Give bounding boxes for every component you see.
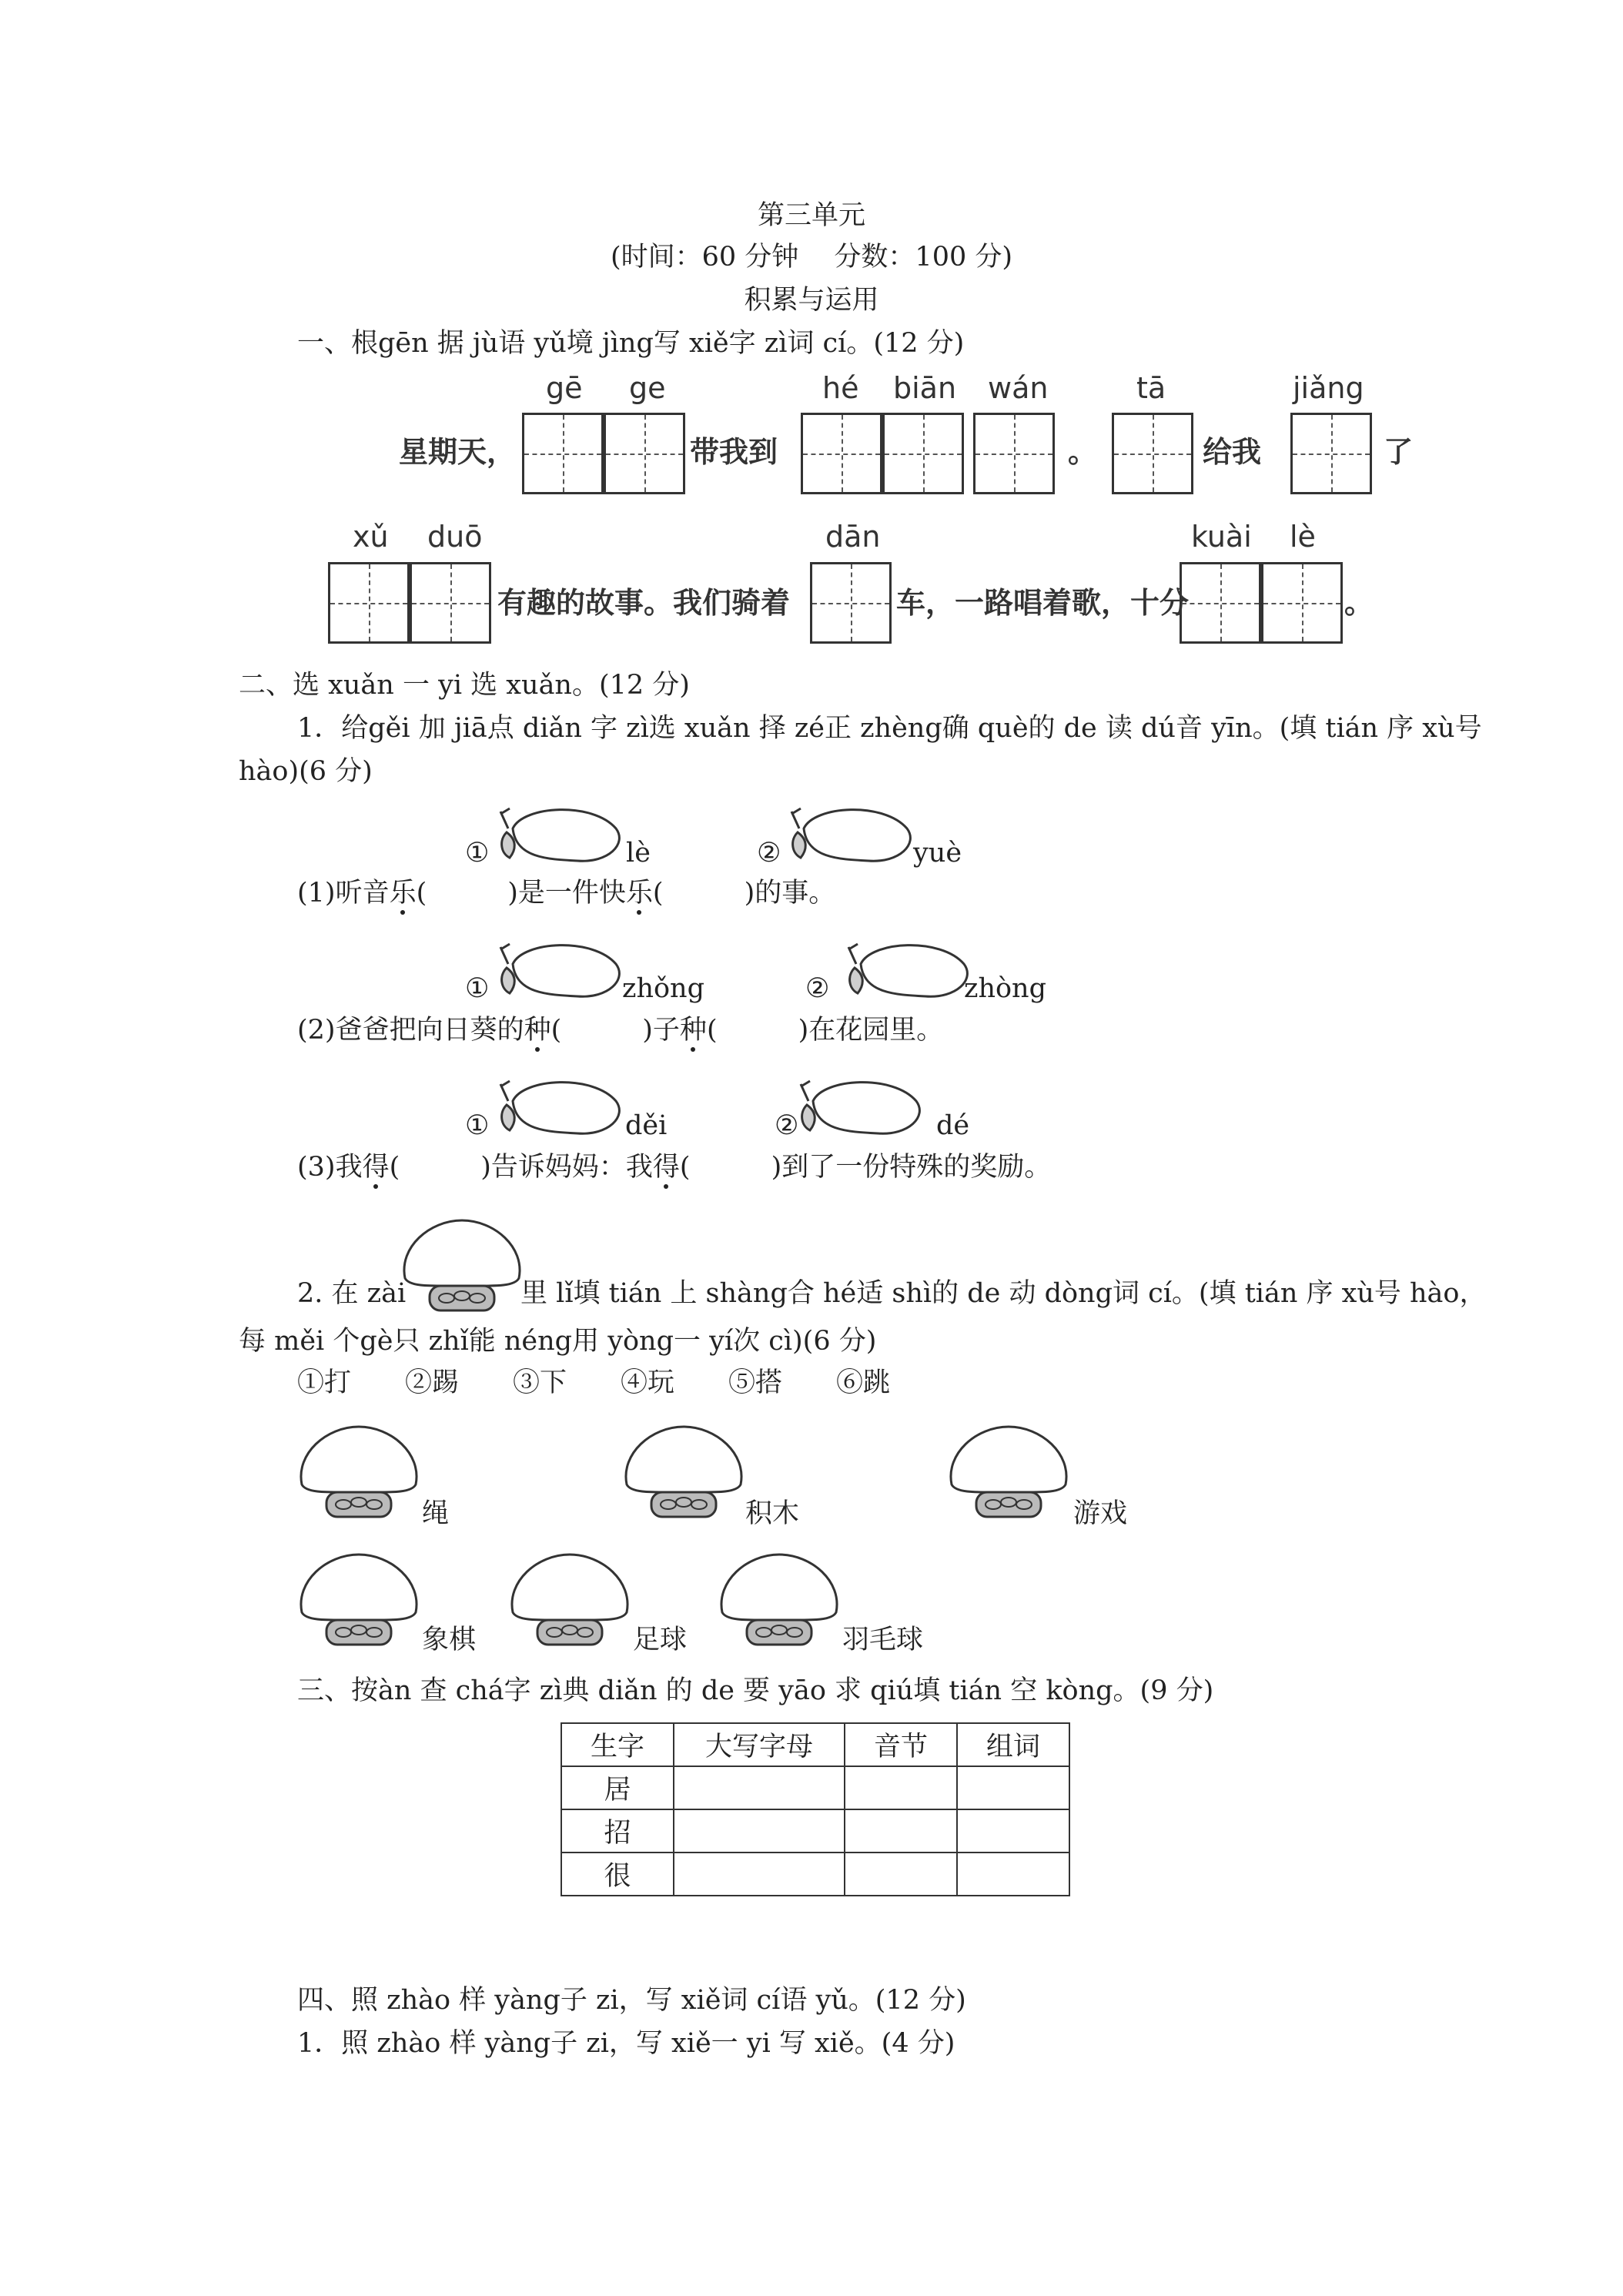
answer-cell[interactable] (845, 1853, 957, 1896)
table-row (561, 1766, 1069, 1809)
answer-cell[interactable] (957, 1809, 1069, 1853)
writing-cell[interactable] (410, 562, 491, 644)
writing-cell[interactable] (328, 562, 410, 644)
table-header: 大写字母 (674, 1723, 845, 1766)
mango-icon (841, 933, 979, 1002)
verb-options: ①打 ②踢 ③下 ④玩 ⑤搭 ⑥跳 (297, 1367, 891, 1398)
sentence: (2)爸爸把向日葵的种( )子种( )在花园里。 (297, 1015, 944, 1046)
mango-icon (784, 798, 922, 867)
option-pinyin[interactable]: zhòng (964, 973, 1046, 1004)
grid-text: 带我到 (690, 435, 778, 469)
mango-icon (493, 798, 631, 867)
sentence: (3)我得( )告诉妈妈：我得( )到了一份特殊的奖励。 (297, 1152, 1052, 1183)
mushroom-word: 象棋 (422, 1625, 477, 1655)
answer-cell[interactable] (845, 1809, 957, 1853)
writing-cell[interactable] (882, 413, 964, 494)
option-pinyin[interactable]: yuè (913, 838, 962, 869)
q4-sub1: 1．照 zhào 样 yàng子 zi，写 xiě一 yi 写 xiě。(4 分) (297, 2028, 955, 2059)
section-title: 积累与运用 (744, 285, 879, 316)
table-cell: 居 (561, 1766, 674, 1809)
grid-text: 有趣的故事。我们骑着 (497, 586, 791, 620)
q2-sub1: 1．给gěi 加 jiā点 diǎn 字 zì选 xuǎn 择 zé正 zhèng确 què的 de 读 dú音 yīn。(填 tián 序 xù号 (297, 713, 1482, 744)
option-number: ① (465, 1110, 490, 1141)
dictionary-table (561, 1722, 1070, 1896)
mushroom-word: 绳 (422, 1498, 450, 1529)
option-number: ① (465, 973, 490, 1004)
mushroom-icon[interactable] (621, 1423, 748, 1523)
table-row (561, 1809, 1069, 1853)
pinyin: biān (893, 371, 957, 405)
writing-cell[interactable] (1261, 562, 1343, 644)
q2-sub2-cont: 每 měi 个gè只 zhǐ能 néng用 yòng一 yí次 cì)(6 分) (239, 1326, 877, 1357)
grid-text: 了 (1384, 435, 1414, 469)
pinyin: jiǎng (1293, 371, 1364, 405)
writing-cell[interactable] (604, 413, 685, 494)
pinyin: xǔ (353, 520, 389, 554)
mushroom-icon (399, 1217, 526, 1317)
pinyin: kuài (1191, 520, 1252, 554)
exam-meta: (时间：60 分钟 分数：100 分) (610, 242, 1013, 273)
writing-cell[interactable] (522, 413, 604, 494)
option-number: ① (465, 838, 490, 869)
mushroom-word: 足球 (633, 1625, 688, 1655)
grid-text: 车，一路唱着歌，十分 (896, 586, 1190, 620)
option-pinyin[interactable]: děi (625, 1110, 668, 1141)
pinyin: lè (1290, 520, 1316, 554)
pinyin: ge (629, 371, 666, 405)
mushroom-icon[interactable] (296, 1423, 423, 1523)
grid-text: 星期天， (399, 435, 517, 469)
table-row (561, 1853, 1069, 1896)
answer-cell[interactable] (674, 1766, 845, 1809)
pinyin: duō (427, 520, 483, 554)
mushroom-word: 游戏 (1073, 1498, 1128, 1529)
mango-icon (493, 933, 631, 1002)
grid-text: 。 (1344, 586, 1374, 620)
writing-cell[interactable] (1112, 413, 1193, 494)
table-header: 生字 (561, 1723, 674, 1766)
option-pinyin[interactable]: dé (936, 1110, 970, 1141)
table-cell: 很 (561, 1853, 674, 1896)
mango-icon (493, 1070, 631, 1140)
mushroom-icon[interactable] (716, 1551, 843, 1651)
option-number: ② (757, 838, 781, 869)
page-title: 第三单元 (757, 200, 865, 231)
grid-text: 。 (1068, 435, 1098, 469)
q2-heading: 二、选 xuǎn 一 yi 选 xuǎn。(12 分) (239, 670, 690, 701)
pinyin: wán (988, 371, 1049, 405)
q2-sub1-cont: hào)(6 分) (239, 756, 373, 787)
q2-sub2-pre: 2. 在 zài (297, 1278, 407, 1309)
writing-cell[interactable] (1290, 413, 1372, 494)
answer-cell[interactable] (845, 1766, 957, 1809)
mushroom-icon[interactable] (296, 1551, 423, 1651)
answer-cell[interactable] (957, 1766, 1069, 1809)
table-header: 组词 (957, 1723, 1069, 1766)
option-pinyin[interactable]: zhǒng (622, 973, 704, 1004)
pinyin: dān (825, 520, 881, 554)
answer-cell[interactable] (674, 1853, 845, 1896)
table-cell: 招 (561, 1809, 674, 1853)
q1-heading: 一、根gēn 据 jù语 yǔ境 jìng写 xiě字 zì词 cí。(12 分) (297, 328, 965, 359)
option-number: ② (805, 973, 830, 1004)
table-header: 音节 (845, 1723, 957, 1766)
pinyin: tā (1136, 371, 1166, 405)
mushroom-icon[interactable] (945, 1423, 1073, 1523)
answer-cell[interactable] (674, 1809, 845, 1853)
writing-cell[interactable] (1180, 562, 1261, 644)
writing-cell[interactable] (973, 413, 1055, 494)
q4-heading: 四、照 zhào 样 yàng子 zi，写 xiě词 cí语 yǔ。(12 分) (297, 1985, 966, 2016)
pinyin: hé (822, 371, 859, 405)
option-number: ② (775, 1110, 799, 1141)
mango-icon (793, 1070, 932, 1140)
mushroom-icon[interactable] (507, 1551, 634, 1651)
q3-heading: 三、按àn 查 chá字 zì典 diǎn 的 de 要 yāo 求 qiú填 tián 空 kòng。(9 分) (297, 1675, 1214, 1706)
table-header-row (561, 1723, 1069, 1766)
writing-cell[interactable] (801, 413, 882, 494)
sentence: (1)听音乐( )是一件快乐( )的事。 (297, 878, 836, 909)
mushroom-word: 羽毛球 (842, 1625, 924, 1655)
mushroom-word: 积木 (745, 1498, 800, 1529)
answer-cell[interactable] (957, 1853, 1069, 1896)
pinyin: gē (546, 371, 583, 405)
option-pinyin[interactable]: lè (626, 838, 651, 869)
writing-cell[interactable] (810, 562, 892, 644)
grid-text: 给我 (1203, 435, 1262, 469)
q2-sub2-post: 里 lǐ填 tián 上 shàng合 hé适 shì的 de 动 dòng词 cí。(填 tián 序 xù号 hào， (520, 1278, 1487, 1309)
